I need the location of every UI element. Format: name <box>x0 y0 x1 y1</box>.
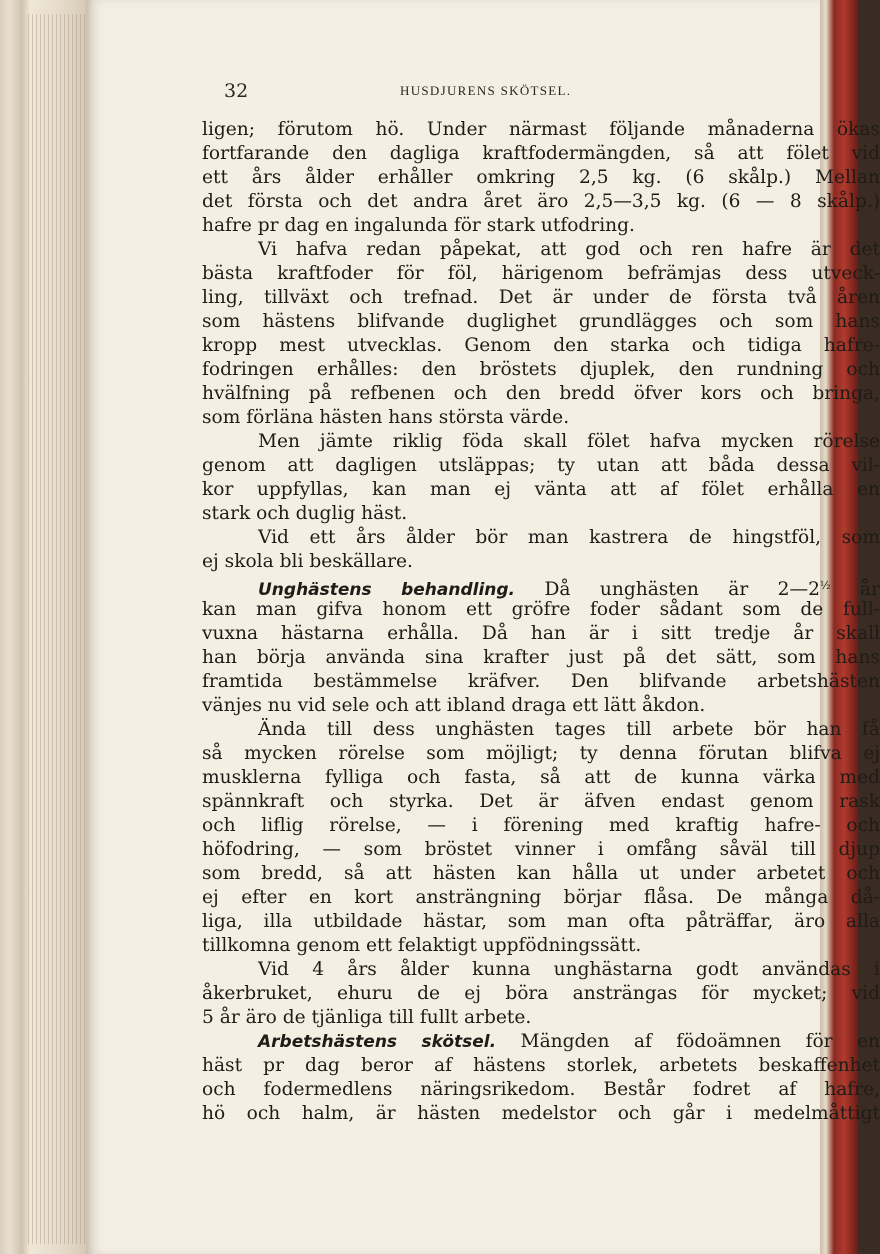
text-line: åkerbruket, ehuru de ej böra ansträngas för mycket; vid <box>202 983 880 1004</box>
text-line: som hästens blifvande duglighet grundlägges och som hans <box>202 311 880 332</box>
text-line: Vid ett års ålder bör man kastrera de hingstföl, som <box>258 527 880 548</box>
text-line: som bredd, så att hästen kan hålla ut under arbetet och <box>202 863 880 884</box>
text-line: fodringen erhålles: den bröstets djuplek, den rundning och <box>202 359 880 380</box>
section-first-line-text: Då unghästen är 2—2 <box>515 579 820 600</box>
fraction: ½ <box>819 579 831 592</box>
section-first-line-text: Mängden af födoämnen för en <box>496 1031 880 1052</box>
text-line: som förläna hästen hans största värde. <box>202 407 570 428</box>
page-edge-lines <box>28 14 86 1244</box>
text-line: och fodermedlens näringsrikedom. Består fodret af hafre, <box>202 1079 880 1100</box>
text-line: hvälfning på refbenen och den bredd öfver kors och bringa, <box>202 383 880 404</box>
text-line: bästa kraftfoder för föl, härigenom befrämjas dess utveck- <box>202 263 880 284</box>
text-line: ett års ålder erhåller omkring 2,5 kg. (6 skålp.) Mellan <box>202 167 880 188</box>
section-first-line <box>202 1030 880 1054</box>
text-line: vuxna hästarna erhålla. Då han är i sitt tredje år skall <box>202 623 880 644</box>
section-first-line-end: år <box>830 579 880 600</box>
text-line: kan man gifva honom ett gröfre foder sådant som de full- <box>202 599 880 620</box>
text-line: han börja använda sina krafter just på det sätt, som hans <box>202 647 880 668</box>
text-line: genom att dagligen utsläppas; ty utan att båda dessa vil- <box>202 455 880 476</box>
text-line: fortfarande den dagliga kraftfodermängden, så att fölet vid <box>202 143 880 164</box>
section-first-line <box>202 574 880 598</box>
text-line: Ända till dess unghästen tages till arbete bör han få <box>258 719 880 740</box>
text-line: häst pr dag beror af hästens storlek, arbetets beskaffenhet <box>202 1055 880 1076</box>
text-line: stark och duglig häst. <box>202 503 408 524</box>
text-line: Men jämte riklig föda skall fölet hafva mycken rörelse <box>258 431 880 452</box>
page-header <box>86 80 820 104</box>
text-line: ling, tillväxt och trefnad. Det är under de första två åren <box>202 287 880 308</box>
section-heading-arbetshastens: Arbetshästens skötsel. <box>258 1032 497 1052</box>
text-line: ligen; förutom hö. Under närmast följande månaderna ökas <box>202 119 880 140</box>
book-page <box>86 0 880 1254</box>
text-line: så mycken rörelse som möjligt; ty denna förutan blifva ej <box>202 743 880 764</box>
text-line: hafre pr dag en ingalunda för stark utfodring. <box>202 215 635 236</box>
text-line: hö och halm, är hästen medelstor och går i medelmåttigt <box>202 1103 880 1124</box>
text-line: ej efter en kort ansträngning börjar flåsa. De många då- <box>202 887 880 908</box>
text-line: musklerna fylliga och fasta, så att de kunna värka med <box>202 767 880 788</box>
text-line: tillkomna genom ett felaktigt uppfödningssätt. <box>202 935 642 956</box>
text-line: höfodring, — som bröstet vinner i omfång såväl till djup <box>202 839 880 860</box>
running-head: HUSDJURENS SKÖTSEL. <box>400 83 572 98</box>
text-line: 5 år äro de tjänliga till fullt arbete. <box>202 1007 532 1028</box>
body-text <box>202 118 880 1126</box>
section-heading-unghastens: Unghästens behandling. <box>258 580 516 600</box>
text-line: Vi hafva redan påpekat, att god och ren hafre är det <box>258 239 880 260</box>
text-line: det första och det andra året äro 2,5—3,5 kg. (6 — 8 skålp.) <box>202 191 880 212</box>
text-line: ej skola bli beskällare. <box>202 551 413 572</box>
text-line: Vid 4 års ålder kunna unghästarna godt användas i <box>258 959 880 980</box>
text-line: kor uppfyllas, kan man ej vänta att af fölet erhålla en <box>202 479 880 500</box>
text-line: spännkraft och styrka. Det är äfven endast genom rask <box>202 791 880 812</box>
text-line: och liflig rörelse, — i förening med kraftig hafre- och <box>202 815 880 836</box>
text-line: framtida bestämmelse kräfver. Den blifvande arbetshästen <box>202 671 880 692</box>
text-line: liga, illa utbildade hästar, som man ofta påträffar, äro alla <box>202 911 880 932</box>
page-number: 32 <box>224 80 249 102</box>
book-page-edges <box>0 0 92 1254</box>
text-line: kropp mest utvecklas. Genom den starka och tidiga hafre- <box>202 335 880 356</box>
text-line: vänjes nu vid sele och att ibland draga ett lätt åkdon. <box>202 695 706 716</box>
